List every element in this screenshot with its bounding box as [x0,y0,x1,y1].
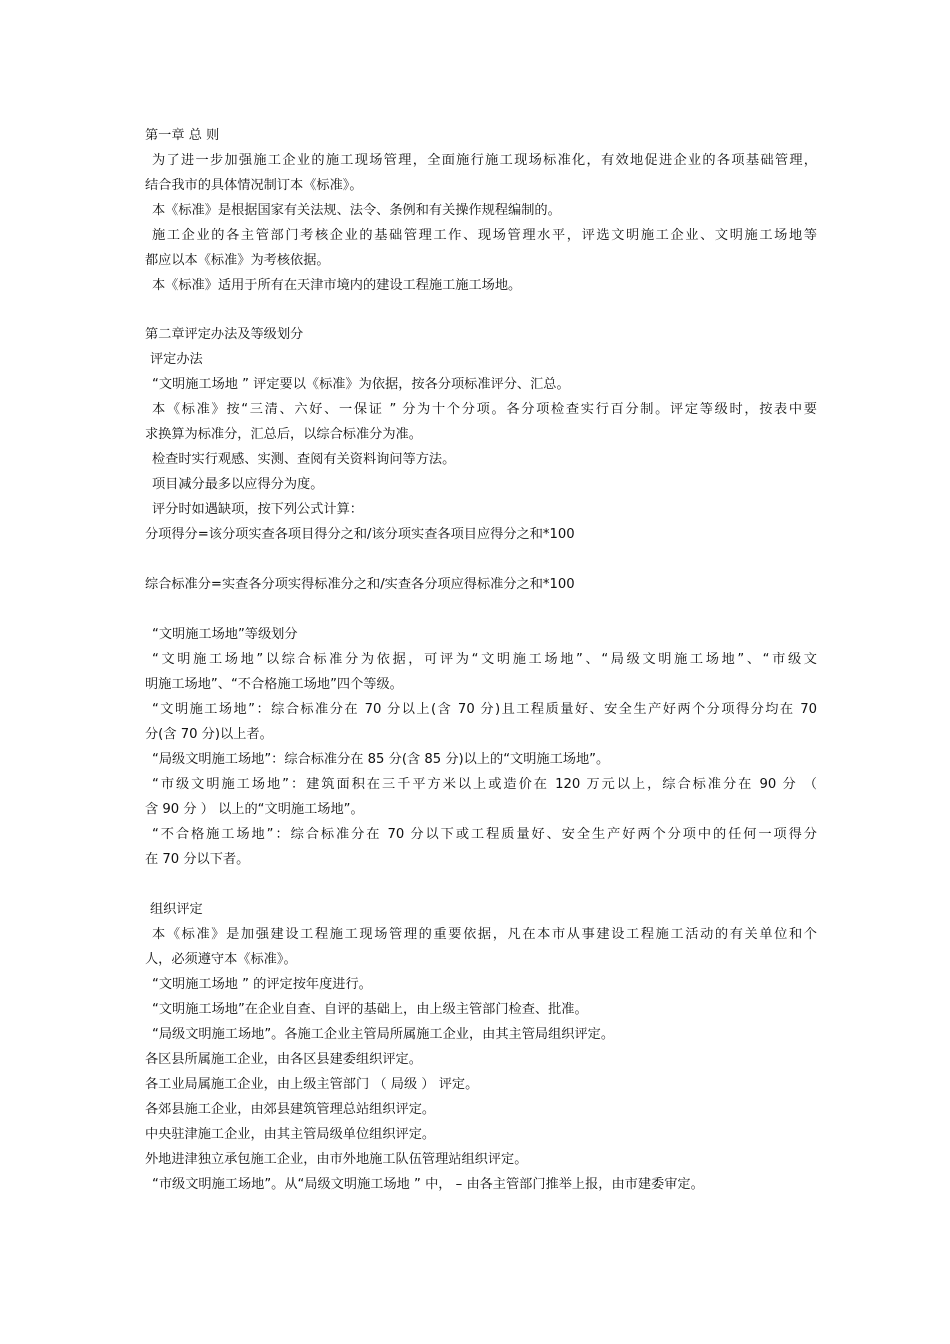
organization-line-3: “文明施工场地”在企业自查、自评的基础上，由上级主管部门检查、批准。 [152,1002,588,1017]
chapter-1-paragraph-1-line-1: 为了进一步加强施工企业的施工现场管理，全面施行施工现场标准化，有效地促进企业的各项基础管理， [152,153,817,168]
organization-line-9: 外地进津独立承包施工企业，由市外地施工队伍管理站组织评定。 [145,1152,528,1167]
evaluation-line-3: 检查时实行观感、实测、查阅有关资料询问等方法。 [152,452,456,467]
chapter-1-title: 第一章 总 则 [145,128,220,143]
evaluation-line-1: “文明施工场地 ” 评定要以《标准》为依据，按各分项标准评分、汇总。 [152,377,570,392]
organization-line-1a: 本《标准》是加强建设工程施工现场管理的重要依据，凡在本市从事建设工程施工活动的有关单位和个 [152,927,817,942]
chapter-1-paragraph-2: 本《标准》是根据国家有关法规、法令、条例和有关操作规程编制的。 [152,203,561,218]
chapter-1-paragraph-3-line-2: 都应以本《标准》为考核依据。 [145,253,330,268]
chapter-1-paragraph-3-line-1: 施工企业的各主管部门考核企业的基础管理工作、现场管理水平，评选文明施工企业、文明施工场地等 [152,228,817,243]
grading-line-3: “局级文明施工场地”：综合标准分在 85 分(含 85 分)以上的“文明施工场地”。 [152,752,610,767]
grading-line-5a: “不合格施工场地”：综合标准分在 70 分以下或工程质量好、安全生产好两个分项中的任何一项得分 [152,827,817,842]
chapter-1-paragraph-1-line-2: 结合我市的具体情况制订本《标准》。 [145,178,363,193]
evaluation-line-2a: 本《标准》按“三清、六好、一保证 ” 分为十个分项。各分项检查实行百分制。评定等级时，按表中要 [152,402,817,417]
organization-line-4: “局级文明施工场地”。各施工企业主管局所属施工企业，由其主管局组织评定。 [152,1027,615,1042]
chapter-1-paragraph-4: 本《标准》适用于所有在天津市境内的建设工程施工施工场地。 [152,278,522,293]
grading-line-4b: 含 90 分 ） 以上的“文明施工场地”。 [145,802,364,817]
section-organization-heading: 组织评定 [150,902,203,917]
chapter-2-title: 第二章评定办法及等级划分 [145,327,304,342]
formula-composite-score: 综合标准分=实查各分项实得标准分之和/实查各分项应得标准分之和*100 [145,577,575,592]
organization-line-6: 各工业局属施工企业，由上级主管部门 （ 局级 ） 评定。 [145,1077,479,1092]
organization-line-2: “文明施工场地 ” 的评定按年度进行。 [152,977,372,992]
evaluation-line-2b: 求换算为标准分，汇总后，以综合标准分为准。 [145,427,422,442]
grading-line-2b: 分(含 70 分)以上者。 [145,727,273,742]
organization-line-10: “市级文明施工场地”。从“局级文明施工场地 ” 中， – 由各主管部门推举上报，由市建委审定。 [152,1177,704,1192]
grading-line-1a: “文明施工场地”以综合标准分为依据，可评为“文明施工场地”、“局级文明施工场地”、“市级文 [152,652,817,667]
organization-line-8: 中央驻津施工企业，由其主管局级单位组织评定。 [145,1127,436,1142]
grading-line-2a: “文明施工场地”：综合标准分在 70 分以上(含 70 分)且工程质量好、安全生产好两个分项得分均在 70 [152,702,817,717]
section-evaluation-method-heading: 评定办法 [150,352,203,367]
organization-line-7: 各郊县施工企业，由郊县建筑管理总站组织评定。 [145,1102,436,1117]
grading-line-1b: 明施工场地”、“不合格施工场地”四个等级。 [145,677,403,692]
evaluation-line-5: 评分时如遇缺项，按下列公式计算： [152,502,363,517]
grading-line-4a: “市级文明施工场地”：建筑面积在三千平方米以上或造价在 120 万元以上，综合标准分在 90 分 （ [152,777,817,792]
grading-line-5b: 在 70 分以下者。 [145,852,250,867]
evaluation-line-4: 项目减分最多以应得分为度。 [152,477,324,492]
organization-line-1b: 人，必须遵守本《标准》。 [145,952,297,967]
formula-item-score: 分项得分=该分项实查各项目得分之和/该分项实查各项目应得分之和*100 [145,527,575,542]
organization-line-5: 各区县所属施工企业，由各区县建委组织评定。 [145,1052,422,1067]
section-grading-heading: “文明施工场地”等级划分 [152,627,298,642]
